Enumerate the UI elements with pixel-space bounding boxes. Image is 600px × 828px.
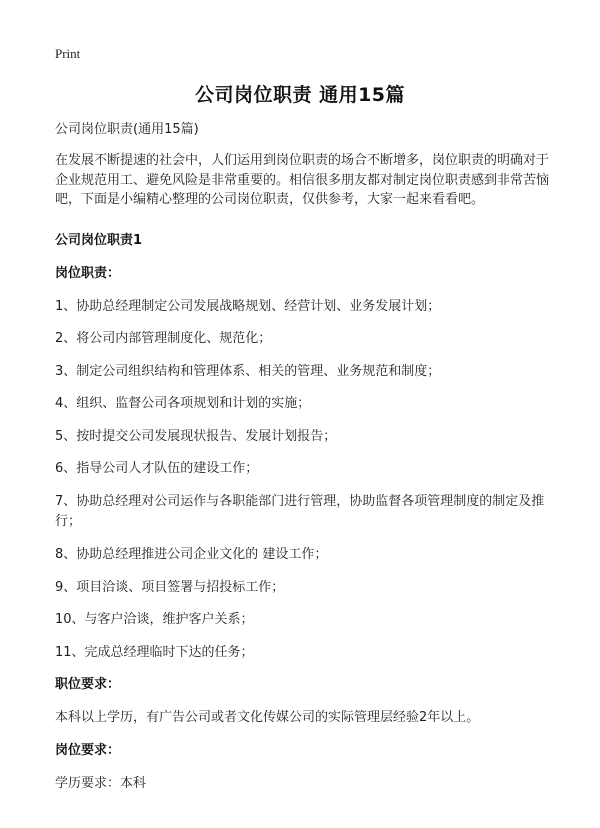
- document-title: 公司岗位职责 通用15篇: [194, 84, 406, 106]
- requirements-text: 本科以上学历，有广告公司或者文化传媒公司的实际管理层经验2年以上。: [55, 710, 480, 725]
- duty-item: 6、指导公司人才队伍的建设工作；: [55, 461, 259, 476]
- duty-item: 2、将公司内部管理制度化、规范化；: [55, 331, 272, 346]
- duty-item: 7、协助总经理对公司运作与各职能部门进行管理，协助监督各项管理制度的制定及推行；: [55, 493, 545, 529]
- intro-paragraph: 在发展不断提速的社会中，人们运用到岗位职责的场合不断增多，岗位职责的明确对于企业规范用工、避免风险是非常重要的。相信很多朋友都对制定岗位职责感到非常苦恼吧，下面是小编精心整理的公司岗位职责，仅供参考，大家一起来看看吧。: [55, 153, 550, 207]
- duty-item: 4、组织、监督公司各项规划和计划的实施；: [55, 396, 311, 411]
- duty-item: 8、协助总经理推进公司企业文化的 建设工作；: [55, 547, 328, 562]
- duty-item: 11、完成总经理临时下达的任务；: [55, 644, 254, 660]
- duty-item: 3、制定公司组织结构和管理体系、相关的管理、业务规范和制度；: [55, 363, 441, 379]
- document-body: [55, 120, 555, 806]
- education-text: 学历要求：本科: [55, 775, 147, 791]
- duty-item: 10、与客户洽谈，维护客户关系；: [55, 612, 254, 627]
- section-heading: 公司岗位职责1: [55, 232, 143, 248]
- duty-item: 1、协助总经理制定公司发展战略规划、经营计划、业务发展计划；: [55, 298, 441, 314]
- requirements-heading: 职位要求：: [55, 677, 121, 692]
- post-requirements-heading: 岗位要求：: [55, 742, 121, 758]
- document-subtitle: 公司岗位职责(通用15篇): [55, 122, 199, 137]
- print-label: Print: [55, 46, 81, 61]
- duties-heading: 岗位职责：: [55, 265, 121, 281]
- duty-item: 9、项目洽谈、项目签署与招投标工作；: [55, 579, 285, 595]
- duty-item: 5、按时提交公司发展现状报告、发展计划报告；: [55, 428, 337, 444]
